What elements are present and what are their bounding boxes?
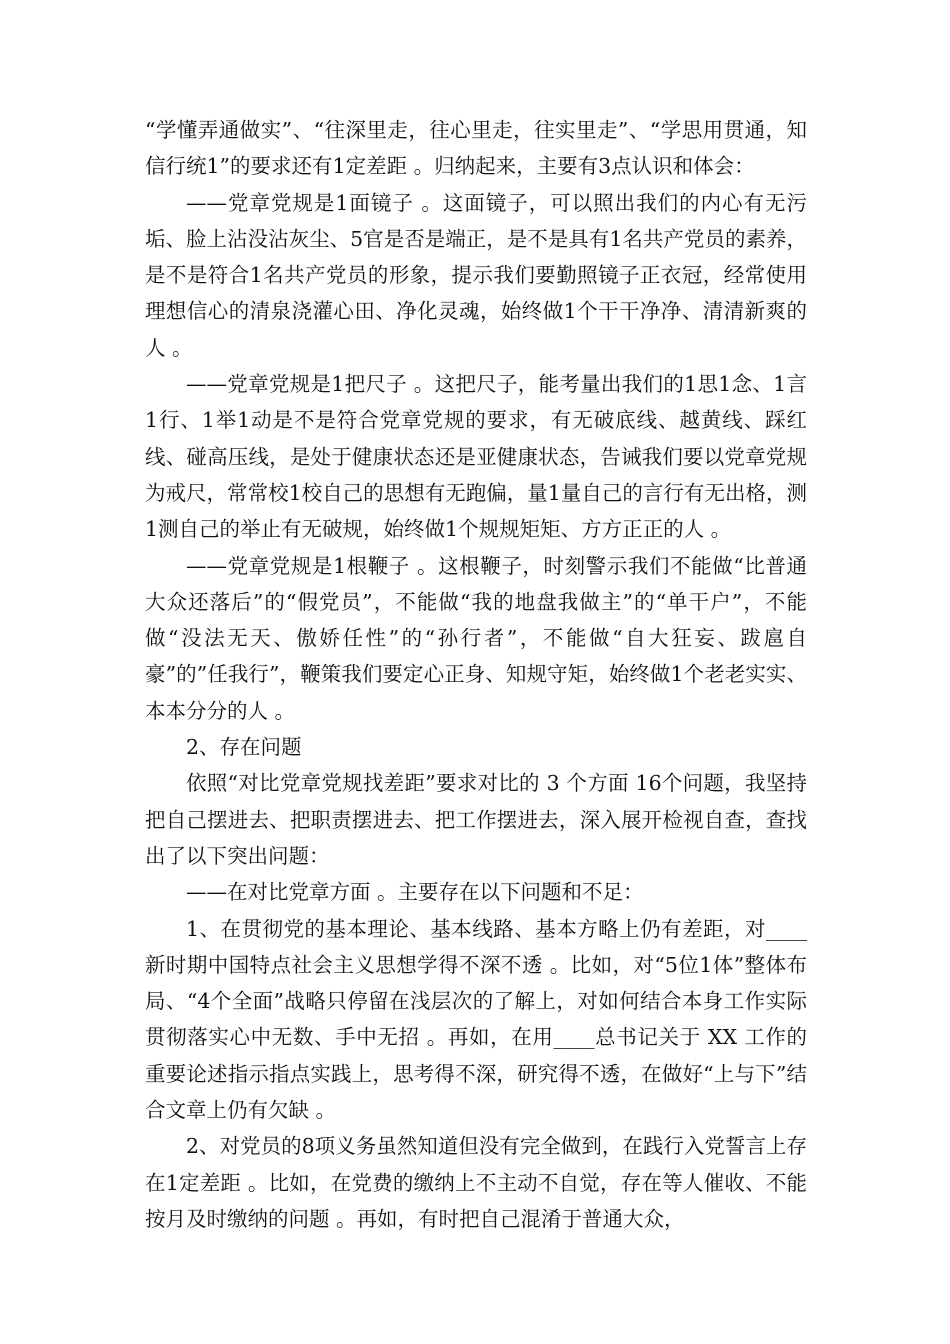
paragraph-party-constitution-comparison: ——在对比党章方面 。主要存在以下问题和不足： [186,880,644,905]
paragraph-comparison-intro: 依照“对比党章党规找差距”要求对比的 3 个方面 16个问题，我坚持把自己摆进去、把职责摆进去、把工作摆进去，深入展开检视自查，查找出了以下突出问题： [145,771,807,868]
paragraph-continued-intro: “学懂弄通做实”、“往深里走，往心里走，往实里走”、“学思用贯通，知信行统1”的要求还有1定差距 。归纳起来，主要有3点认识和体会： [145,118,807,179]
paragraph-mirror: ——党章党规是1面镜子 。这面镜子，可以照出我们的内心有无污垢、脸上沾没沾灰尘、5官是否是端正，是不是具有1名共产党员的素养，是不是符合1名共产党员的形象，提示我们要勤照镜子正衣冠，经常使用理想信心的清泉浇灌心田、净化灵魂，始终做1个干干净净、清清新爽的人 。 [145,190,807,360]
section-heading-existing-problems: 2、存在问题 [186,735,302,760]
paragraph-ruler: ——党章党规是1把尺子 。这把尺子，能考量出我们的1思1念、1言1行、1举1动是不是符合党章党规的要求，有无破底线、越黄线、踩红线、碰高压线，是处于健康状态还是亚健康状态，告诫我们要以党章党规为戒尺，常常校1校自己的思想有无跑偏，量1量自己的言行有无出格，测1测自己的举止有无破规，始终做1个规规矩矩、方方正正的人 。 [145,372,807,542]
paragraph-whip: ——党章党规是1根鞭子 。这根鞭子，时刻警示我们不能做“比普通大众还落后”的“假党员”，不能做“我的地盘我做主”的“单干户”，不能做“没法无天、傲娇任性”的“孙行者”，不能做“自大狂妄、跋扈自豪”的”任我行”，鞭策我们要定心正身、知规守矩，始终做1个老老实实、本本分分的人 。 [145,553,807,723]
paragraph-problem-1: 1、在贯彻党的基本理论、基本线路、基本方略上仍有差距，对____新时期中国特点社会主义思想学得不深不透 。比如，对“5位1体”整体布局、“4个全面”战略只停留在浅层次的了解上，对如何结合本身工作实际贯彻落实心中无数、手中无招 。再如，在用____总书记关于 XX 工作的重要论述指示指点实践上，思考得不深，研究得不透，在做好“上与下”结合文章上仍有欠缺 。 [145,916,807,1123]
paragraph-problem-2: 2、对党员的8项义务虽然知道但没有完全做到，在践行入党誓言上存在1定差距 。比如，在党费的缴纳上不主动不自觉，存在等人催收、不能按月及时缴纳的问题 。再如，有时把自己混淆于普通大众， [145,1134,807,1231]
document-body [145,112,807,1237]
